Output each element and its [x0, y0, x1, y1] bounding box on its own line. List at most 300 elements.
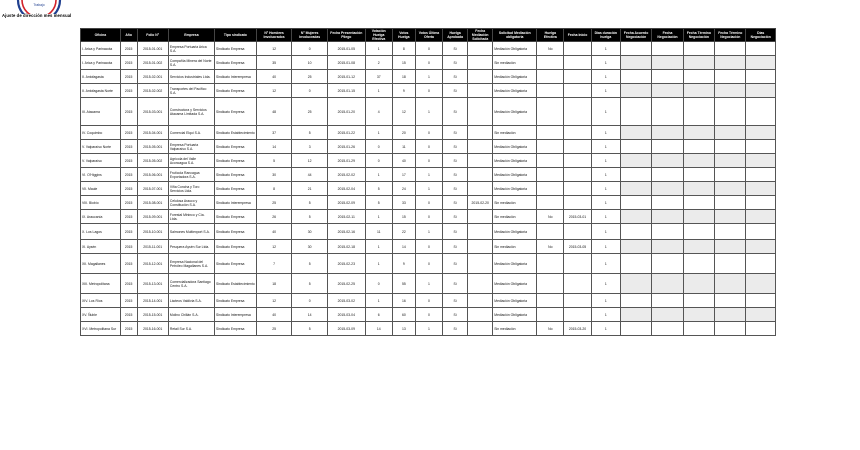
table-cell: [537, 168, 564, 182]
table-cell: Viña Concha y Toro Servicios Ltda.: [168, 182, 214, 196]
table-cell: [564, 70, 591, 84]
table-cell: 5: [292, 210, 328, 224]
table-cell: Sindicato Establecimiento: [214, 274, 256, 294]
table-cell: 1: [365, 210, 392, 224]
table-cell: [468, 274, 493, 294]
table-cell: 2015: [120, 322, 137, 336]
table-cell: Sin mediación: [493, 196, 537, 210]
table-cell: [468, 126, 493, 140]
table-cell: 0: [415, 308, 442, 322]
column-header: Tipo sindicato: [214, 29, 256, 42]
table-cell: Sindicato Empresa: [214, 254, 256, 274]
table-cell: Empresa Portuaria Arica S.A.: [168, 42, 214, 56]
table-cell: [652, 168, 683, 182]
table-cell: 0: [365, 140, 392, 154]
table-cell: XIII. Metropolitana: [81, 274, 121, 294]
table-cell: [620, 294, 651, 308]
table-cell: 25: [256, 322, 292, 336]
table-cell: 14: [365, 322, 392, 336]
table-cell: 25: [256, 196, 292, 210]
table-cell: Sí: [443, 84, 468, 98]
table-cell: [537, 140, 564, 154]
table-cell: [715, 254, 746, 274]
table-cell: 1: [591, 274, 620, 294]
table-cell: [564, 42, 591, 56]
table-cell: Mediación Obligatoria: [493, 168, 537, 182]
table-cell: 0: [415, 196, 442, 210]
table-cell: Sindicato Empresa: [214, 154, 256, 168]
table-cell: [564, 84, 591, 98]
table-cell: 2015-03-20: [564, 322, 591, 336]
table-cell: 2015-02-16: [327, 224, 365, 240]
table-cell: 12: [292, 154, 328, 168]
column-header: Fecha Término Negociación: [683, 29, 714, 42]
table-cell: [715, 84, 746, 98]
table-cell: Mediación Obligatoria: [493, 154, 537, 168]
table-cell: [468, 154, 493, 168]
table-cell: XI. Aysén: [81, 240, 121, 254]
table-cell: 5: [292, 196, 328, 210]
table-cell: XIV. Los Ríos: [81, 294, 121, 308]
table-cell: 1: [591, 294, 620, 308]
table-cell: [468, 294, 493, 308]
table-row: [81, 98, 776, 126]
table-cell: Sin mediación: [493, 210, 537, 224]
table-cell: [652, 308, 683, 322]
table-cell: 35: [256, 56, 292, 70]
table-cell: [683, 210, 714, 224]
column-header: Fecha Inicio: [564, 29, 591, 42]
institution-logo: [14, 0, 64, 14]
table-cell: 5: [365, 196, 392, 210]
table-cell: [537, 182, 564, 196]
table-cell: 1: [591, 140, 620, 154]
table-cell: 2015: [120, 168, 137, 182]
table-cell: [468, 70, 493, 84]
table-cell: 0: [415, 84, 442, 98]
table-cell: 0: [292, 42, 328, 56]
table-cell: 2015: [120, 294, 137, 308]
table-cell: Mediación Obligatoria: [493, 140, 537, 154]
table-cell: [537, 294, 564, 308]
table-cell: 30: [292, 240, 328, 254]
table-cell: [564, 168, 591, 182]
table-cell: I. Arica y Parinacota: [81, 42, 121, 56]
table-cell: Sindicato Establecimiento: [214, 126, 256, 140]
table-cell: [620, 254, 651, 274]
logo-text: Trabajo: [33, 3, 45, 7]
data-table: [80, 28, 776, 336]
table-cell: 5: [292, 322, 328, 336]
table-cell: 1: [591, 154, 620, 168]
table-cell: 40: [256, 70, 292, 84]
table-row: [81, 224, 776, 240]
table-cell: [715, 322, 746, 336]
table-cell: [537, 254, 564, 274]
table-cell: 16: [392, 294, 415, 308]
column-header: Fecha Negociación: [652, 29, 683, 42]
table-cell: No: [537, 322, 564, 336]
table-cell: 2015-03-04: [327, 308, 365, 322]
table-cell: Sindicato Empresa: [214, 168, 256, 182]
table-cell: [715, 240, 746, 254]
table-cell: [683, 98, 714, 126]
table-cell: 1: [591, 98, 620, 126]
table-cell: 2015-02-09: [327, 196, 365, 210]
table-cell: 2015-15-001: [137, 308, 168, 322]
table-cell: I. Arica y Parinacota: [81, 56, 121, 70]
table-row: [81, 42, 776, 56]
table-cell: [564, 196, 591, 210]
table-cell: 12: [256, 42, 292, 56]
table-cell: 0: [365, 274, 392, 294]
table-cell: 10: [292, 56, 328, 70]
table-cell: [746, 240, 776, 254]
table-cell: [746, 84, 776, 98]
table-cell: 5: [256, 154, 292, 168]
table-cell: Comercializadora Santiago Centro S.A.: [168, 274, 214, 294]
table-cell: [683, 308, 714, 322]
table-cell: 1: [365, 168, 392, 182]
table-cell: 55: [392, 274, 415, 294]
table-cell: 0: [415, 154, 442, 168]
table-cell: 20: [392, 126, 415, 140]
table-cell: 2015: [120, 154, 137, 168]
table-cell: Mediación Obligatoria: [493, 182, 537, 196]
table-cell: 14: [256, 140, 292, 154]
table-cell: XII. Magallanes: [81, 254, 121, 274]
table-cell: 0: [415, 254, 442, 274]
table-cell: 22: [392, 224, 415, 240]
table-cell: [683, 322, 714, 336]
table-cell: [564, 56, 591, 70]
table-cell: 2015: [120, 70, 137, 84]
table-cell: Mediación Obligatoria: [493, 84, 537, 98]
table-cell: [564, 126, 591, 140]
table-row: [81, 210, 776, 224]
table-cell: [715, 98, 746, 126]
table-cell: Sindicato Empresa: [214, 294, 256, 308]
table-cell: 9: [392, 84, 415, 98]
table-cell: 13: [392, 322, 415, 336]
table-cell: [620, 224, 651, 240]
table-cell: 6: [365, 308, 392, 322]
table-cell: [746, 274, 776, 294]
table-cell: [715, 56, 746, 70]
table-cell: Lácteos Valdivia S.A.: [168, 294, 214, 308]
table-cell: Sí: [443, 140, 468, 154]
table-cell: [746, 254, 776, 274]
table-cell: 2015-01-15: [327, 84, 365, 98]
table-cell: 2015: [120, 210, 137, 224]
table-cell: [537, 308, 564, 322]
table-cell: [620, 182, 651, 196]
table-cell: Sindicato Empresa: [214, 56, 256, 70]
table-cell: 0: [415, 294, 442, 308]
table-cell: 0: [415, 140, 442, 154]
table-cell: 2015-14-001: [137, 294, 168, 308]
table-cell: 8: [392, 42, 415, 56]
table-cell: [652, 210, 683, 224]
table-cell: 2015-13-001: [137, 274, 168, 294]
table-cell: 2015-01-05: [327, 42, 365, 56]
table-cell: 2015: [120, 140, 137, 154]
table-cell: 1: [591, 240, 620, 254]
table-cell: Sindicato Empresa: [214, 240, 256, 254]
table-cell: [683, 240, 714, 254]
table-cell: 2015-03-001: [137, 98, 168, 126]
table-cell: Forestal Mininco y Cía. Ltda.: [168, 210, 214, 224]
table-cell: 2015-01-22: [327, 126, 365, 140]
table-cell: [564, 182, 591, 196]
table-cell: [746, 42, 776, 56]
table-cell: Sin mediación: [493, 56, 537, 70]
table-row: [81, 308, 776, 322]
table-cell: [746, 182, 776, 196]
table-cell: 1: [365, 126, 392, 140]
table-cell: 2015: [120, 182, 137, 196]
table-cell: [652, 294, 683, 308]
table-cell: 2015-03-01: [564, 210, 591, 224]
table-cell: 2015-02-18: [327, 240, 365, 254]
table-cell: [620, 322, 651, 336]
table-cell: [564, 274, 591, 294]
table-cell: [620, 274, 651, 294]
table-cell: VIII. Biobío: [81, 196, 121, 210]
table-row: [81, 84, 776, 98]
table-cell: 1: [591, 322, 620, 336]
table-cell: 2015-03-02: [327, 294, 365, 308]
table-cell: [468, 42, 493, 56]
table-cell: 1: [591, 224, 620, 240]
table-cell: Sin mediación: [493, 240, 537, 254]
table-cell: 2015-01-20: [327, 98, 365, 126]
table-cell: [746, 224, 776, 240]
table-row: [81, 196, 776, 210]
table-cell: [652, 322, 683, 336]
table-cell: 2015: [120, 84, 137, 98]
column-header: Año: [120, 29, 137, 42]
table-cell: X. Los Lagos: [81, 224, 121, 240]
table-cell: Comercial Elqui S.A.: [168, 126, 214, 140]
table-cell: [746, 70, 776, 84]
table-cell: [652, 254, 683, 274]
table-cell: Sindicato Empresa: [214, 210, 256, 224]
table-cell: 2015-01-12: [327, 70, 365, 84]
table-cell: 1: [591, 210, 620, 224]
table-cell: [683, 154, 714, 168]
table-cell: No: [537, 240, 564, 254]
table-cell: 37: [256, 126, 292, 140]
table-cell: 1: [591, 308, 620, 322]
column-header: Días Negociación: [746, 29, 776, 42]
table-cell: [652, 70, 683, 84]
table-cell: 0: [292, 84, 328, 98]
table-cell: [683, 254, 714, 274]
table-cell: 5: [292, 126, 328, 140]
table-cell: 2015-16-001: [137, 322, 168, 336]
table-cell: [652, 182, 683, 196]
table-cell: 0: [415, 42, 442, 56]
table-cell: Retail Sur S.A.: [168, 322, 214, 336]
table-cell: 1: [415, 224, 442, 240]
table-cell: 2015-02-25: [327, 274, 365, 294]
table-cell: 11: [365, 224, 392, 240]
table-cell: [683, 182, 714, 196]
table-cell: No: [537, 210, 564, 224]
table-row: [81, 254, 776, 274]
table-cell: Compañía Minera del Norte S.A.: [168, 56, 214, 70]
table-cell: IX. Araucanía: [81, 210, 121, 224]
table-cell: [652, 84, 683, 98]
table-cell: Sí: [443, 308, 468, 322]
table-cell: [715, 274, 746, 294]
table-cell: Empresa Nacional del Petróleo Magallanes S.A.: [168, 254, 214, 274]
table-cell: 2015-03-05: [564, 240, 591, 254]
table-cell: Mediación Obligatoria: [493, 224, 537, 240]
table-cell: [683, 56, 714, 70]
table-cell: [620, 308, 651, 322]
column-header: Fecha Término Negociación: [715, 29, 746, 42]
table-cell: IV. Coquimbo: [81, 126, 121, 140]
table-cell: 24: [392, 182, 415, 196]
table-cell: 30: [256, 168, 292, 182]
table-cell: [537, 154, 564, 168]
table-cell: [652, 42, 683, 56]
table-cell: 2015: [120, 224, 137, 240]
table-cell: 5: [365, 182, 392, 196]
table-cell: 1: [591, 254, 620, 274]
table-cell: 1: [591, 168, 620, 182]
table-cell: Sindicato Empresa: [214, 224, 256, 240]
table-cell: 1: [365, 240, 392, 254]
table-cell: [715, 154, 746, 168]
table-cell: 1: [591, 70, 620, 84]
table-cell: [683, 168, 714, 182]
table-cell: 1: [365, 42, 392, 56]
table-cell: 0: [415, 240, 442, 254]
table-cell: 40: [256, 224, 292, 240]
table-cell: [652, 154, 683, 168]
table-cell: [746, 140, 776, 154]
table-cell: 25: [292, 70, 328, 84]
table-cell: [746, 308, 776, 322]
table-cell: [468, 308, 493, 322]
table-cell: [715, 182, 746, 196]
table-cell: Sindicato Empresa: [214, 42, 256, 56]
table-cell: 1: [591, 182, 620, 196]
column-header: Fecha Presentación Pliego: [327, 29, 365, 42]
table-cell: 1: [415, 70, 442, 84]
table-cell: [468, 84, 493, 98]
table-cell: Mediación Obligatoria: [493, 70, 537, 84]
table-cell: 1: [415, 182, 442, 196]
table-cell: [715, 168, 746, 182]
table-body: [81, 42, 776, 336]
table-cell: Sindicato Empresa: [214, 98, 256, 126]
table-cell: 14: [392, 240, 415, 254]
table-cell: [746, 322, 776, 336]
table-cell: 1: [591, 196, 620, 210]
document-subtitle: Ajuste de dirección mes mensual: [2, 13, 72, 18]
table-cell: 30: [292, 224, 328, 240]
table-cell: [715, 126, 746, 140]
table-cell: 2015: [120, 308, 137, 322]
table-cell: 5: [292, 274, 328, 294]
table-cell: 60: [392, 308, 415, 322]
table-cell: 48: [256, 98, 292, 126]
table-cell: 44: [292, 168, 328, 182]
table-cell: Sindicato Interempresa: [214, 196, 256, 210]
table-cell: [468, 168, 493, 182]
table-cell: [746, 168, 776, 182]
table-cell: [468, 224, 493, 240]
table-cell: Sí: [443, 240, 468, 254]
table-cell: [620, 98, 651, 126]
table-cell: 2015: [120, 240, 137, 254]
table-cell: [564, 140, 591, 154]
table-cell: [620, 154, 651, 168]
table-cell: [715, 308, 746, 322]
table-cell: VII. Maule: [81, 182, 121, 196]
table-cell: 5: [292, 254, 328, 274]
table-row: [81, 56, 776, 70]
table-cell: [652, 224, 683, 240]
table-cell: [683, 196, 714, 210]
table-cell: [564, 308, 591, 322]
table-cell: [537, 98, 564, 126]
table-cell: [620, 84, 651, 98]
table-cell: 1: [591, 126, 620, 140]
table-cell: [652, 274, 683, 294]
table-cell: 25: [292, 98, 328, 126]
table-cell: Sindicato Empresa: [214, 322, 256, 336]
table-cell: Sin mediación: [493, 126, 537, 140]
table-cell: 2015-02-20: [468, 196, 493, 210]
column-header: Huelga Aprobada: [443, 29, 468, 42]
table-cell: [652, 240, 683, 254]
table-cell: II. Antofagasta: [81, 70, 121, 84]
table-cell: VI. O'Higgins: [81, 168, 121, 182]
table-cell: [468, 98, 493, 126]
table-cell: 40: [392, 154, 415, 168]
table-cell: 1: [591, 42, 620, 56]
table-cell: 18: [392, 70, 415, 84]
table-cell: [564, 98, 591, 126]
table-cell: Sí: [443, 168, 468, 182]
table-cell: XVI. Metropolitana Sur: [81, 322, 121, 336]
column-header: Solicitud Mediación obligatoria: [493, 29, 537, 42]
table-cell: [620, 210, 651, 224]
table-cell: [468, 140, 493, 154]
table-cell: 0: [415, 56, 442, 70]
table-cell: Celulosa Arauco y Constitución S.A.: [168, 196, 214, 210]
table-cell: [620, 240, 651, 254]
table-cell: 4: [365, 98, 392, 126]
table-cell: [683, 84, 714, 98]
table-cell: 2015-07-001: [137, 182, 168, 196]
table-cell: Mediación Obligatoria: [493, 274, 537, 294]
table-cell: 2015: [120, 42, 137, 56]
table-cell: 14: [292, 308, 328, 322]
table-cell: 1: [591, 56, 620, 70]
table-cell: 7: [256, 254, 292, 274]
table-cell: Sí: [443, 294, 468, 308]
table-cell: 15: [392, 56, 415, 70]
table-cell: 2015: [120, 254, 137, 274]
table-cell: Sí: [443, 210, 468, 224]
table-cell: 12: [256, 84, 292, 98]
